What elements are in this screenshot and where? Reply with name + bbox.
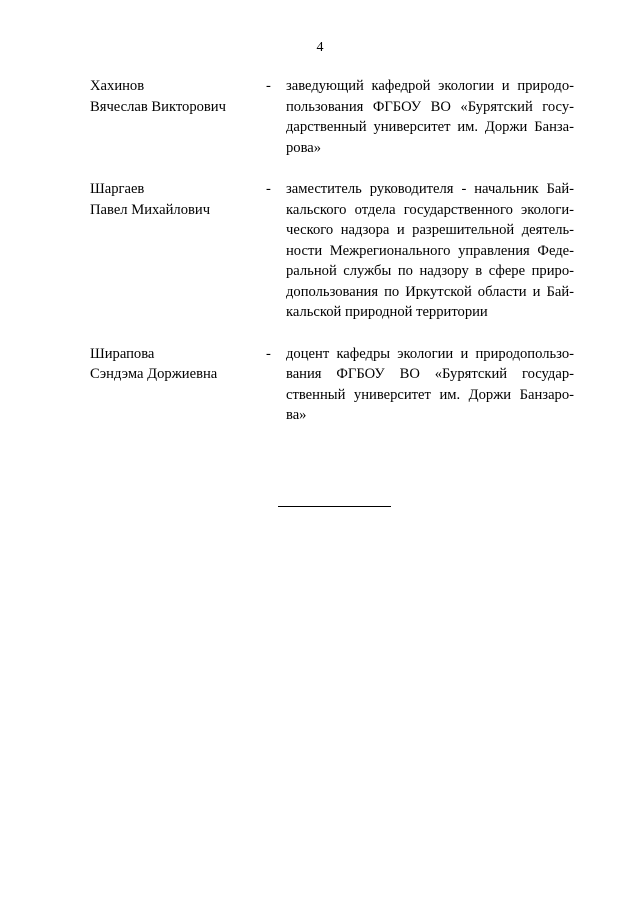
member-role bbox=[286, 344, 574, 426]
member-name bbox=[90, 179, 266, 323]
role-line: заместитель руководителя - начальник Бай- bbox=[286, 181, 574, 197]
role-line: ральной службы по надзору в сфере приро- bbox=[286, 263, 574, 279]
member-entry bbox=[90, 344, 574, 426]
member-role bbox=[286, 179, 574, 323]
role-line: кальской природной территории bbox=[286, 304, 488, 320]
role-line: ности Межрегионального управления Феде- bbox=[286, 242, 574, 259]
role-line: доцент кафедры экологии и природопользо- bbox=[286, 345, 574, 362]
member-given-names: Павел Михайлович bbox=[90, 201, 211, 218]
role-line: ва» bbox=[286, 407, 307, 423]
member-surname: Шаргаев bbox=[90, 181, 145, 197]
role-line: пользования ФГБОУ ВО «Бурятский госу- bbox=[286, 98, 574, 115]
role-line: кальского отдела государственного экологи- bbox=[286, 201, 574, 218]
member-name bbox=[90, 344, 266, 426]
member-given-names: Сэндэма Доржиевна bbox=[90, 366, 218, 382]
member-entry bbox=[90, 76, 574, 158]
member-list bbox=[90, 76, 574, 447]
member-name bbox=[90, 76, 266, 158]
role-line: заведующий кафедрой экологии и природо- bbox=[286, 78, 574, 94]
member-given-names: Вячеслав Викторович bbox=[90, 98, 226, 115]
member-dash: - bbox=[266, 78, 271, 94]
member-entry bbox=[90, 179, 574, 323]
role-line: ческого надзора и разрешительной деятель- bbox=[286, 222, 574, 238]
role-line: рова» bbox=[286, 139, 322, 156]
member-dash: - bbox=[266, 181, 271, 197]
member-role bbox=[286, 76, 574, 158]
member-surname: Хахинов bbox=[90, 78, 145, 94]
end-divider-line bbox=[278, 506, 391, 507]
member-dash: - bbox=[266, 345, 271, 362]
role-line: допользования по Иркутской области и Бай- bbox=[286, 283, 574, 300]
role-line: вания ФГБОУ ВО «Бурятский государ- bbox=[286, 366, 574, 382]
role-line: ственный университет им. Доржи Банзаро- bbox=[286, 386, 574, 403]
role-line: дарственный университет им. Доржи Банза- bbox=[286, 119, 574, 135]
member-surname: Ширапова bbox=[90, 345, 155, 362]
page-number: 4 bbox=[316, 40, 324, 55]
